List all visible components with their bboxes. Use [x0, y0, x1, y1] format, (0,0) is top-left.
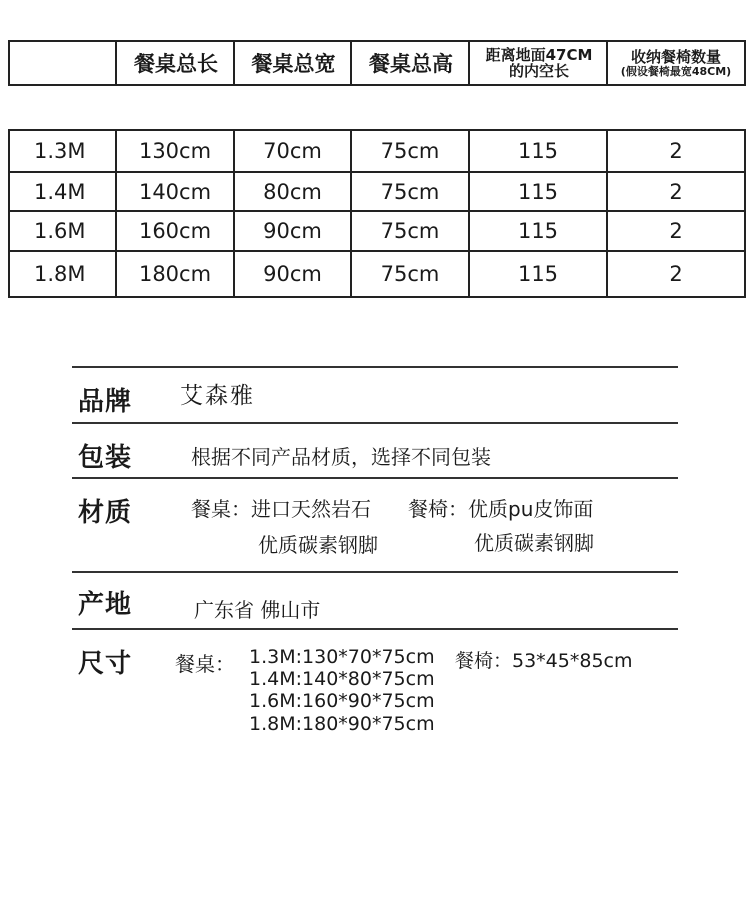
material-table-line2: 优质碳素钢脚 [258, 533, 378, 557]
material-chair-line2: 优质碳素钢脚 [474, 531, 594, 555]
cell-height: 75cm [350, 173, 468, 210]
size-table-line: 1.6M:160*90*75cm [249, 690, 435, 712]
cell-chairs: 2 [606, 212, 744, 250]
divider [72, 571, 678, 573]
origin-label: 产地 [78, 590, 133, 620]
cell-width: 80cm [233, 173, 350, 210]
table-row [10, 210, 744, 250]
packaging-label: 包装 [78, 443, 133, 473]
material-label: 材质 [78, 498, 133, 528]
table-row [10, 171, 744, 210]
size-chair: 餐椅：53*45*85cm [455, 650, 633, 672]
cell-inner: 115 [468, 212, 606, 250]
cell-chairs: 2 [606, 173, 744, 210]
header-total-height: 餐桌总高 [350, 42, 470, 84]
cell-length: 180cm [115, 252, 233, 296]
header-chair-count-line2: (假设餐椅最宽48CM) [620, 64, 732, 78]
cell-height: 75cm [350, 212, 468, 250]
cell-width: 90cm [233, 252, 350, 296]
header-chair-count [606, 42, 744, 84]
cell-width: 90cm [233, 212, 350, 250]
cell-length: 140cm [115, 173, 233, 210]
cell-length: 130cm [115, 131, 233, 171]
size-table-line: 1.3M:130*70*75cm [249, 646, 435, 668]
cell-inner: 115 [468, 173, 606, 210]
cell-size: 1.3M [34, 139, 86, 163]
cell-length: 160cm [115, 212, 233, 250]
spec-table-body [8, 129, 746, 298]
header-inner-length [468, 42, 608, 84]
material-chair-line1: 餐椅：优质pu皮饰面 [408, 497, 594, 521]
divider [72, 628, 678, 630]
table-row [10, 250, 744, 296]
divider [72, 366, 678, 368]
size-table-prefix: 餐桌： [175, 652, 235, 676]
table-row [10, 131, 744, 171]
size-label: 尺寸 [78, 649, 133, 679]
header-total-width: 餐桌总宽 [233, 42, 352, 84]
brand-value: 艾森雅 [180, 383, 255, 409]
header-inner-length-line2: 的内空长 [508, 62, 569, 80]
cell-size: 1.4M [34, 179, 86, 204]
cell-size: 1.6M [34, 219, 86, 243]
spec-table-header [8, 40, 746, 86]
cell-chairs: 2 [606, 252, 744, 296]
size-table-line: 1.8M:180*90*75cm [249, 713, 435, 735]
divider [72, 477, 678, 479]
header-size-cell [10, 42, 117, 84]
cell-inner: 115 [468, 131, 606, 171]
packaging-value: 根据不同产品材质，选择不同包装 [191, 445, 491, 469]
cell-size: 1.8M [34, 262, 86, 286]
divider [72, 422, 678, 424]
cell-height: 75cm [350, 252, 468, 296]
material-table-line1: 餐桌：进口天然岩石 [191, 497, 371, 521]
brand-label: 品牌 [78, 387, 133, 417]
origin-value: 广东省 佛山市 [194, 598, 321, 622]
cell-chairs: 2 [606, 131, 744, 171]
size-table-line: 1.4M:140*80*75cm [249, 668, 435, 690]
cell-width: 70cm [233, 131, 350, 171]
header-chair-count-line1: 收纳餐椅数量 [630, 47, 721, 66]
cell-height: 75cm [350, 131, 468, 171]
header-total-length: 餐桌总长 [115, 42, 235, 84]
header-inner-length-line1: 距离地面47CM [485, 46, 593, 64]
cell-inner: 115 [468, 252, 606, 296]
